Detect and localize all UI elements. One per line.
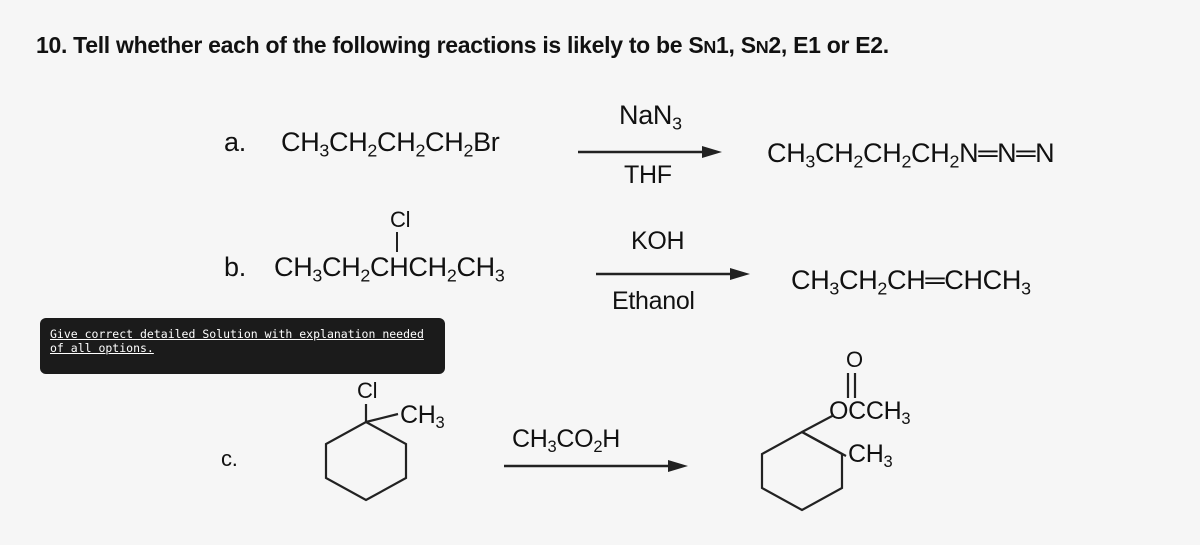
reaction-c-product-methyl: $CH_3$ — [848, 440, 893, 471]
question-number: 10. — [36, 32, 68, 58]
reaction-a-reactant: $CH_3CH_2CH_2CH_2Br$ — [281, 127, 500, 161]
reaction-c-reagent: $CH_3CO_2H$ — [512, 425, 620, 456]
reaction-c-methyl: $CH_3$ — [400, 401, 445, 432]
reaction-a-product: $CH_3CH_2CH_2CH_2N═N═N$ — [767, 138, 1055, 172]
overlay-note: Give correct detailed Solution with explanation needed of all options. — [40, 318, 445, 374]
question-text: 10. Tell whether each of the following reactions is likely to be SN1, SN2, E1 or E2. — [36, 32, 889, 58]
reaction-c-product-acetate: $OCCH_3$ — [829, 397, 911, 428]
reaction-b-solvent: Ethanol — [612, 287, 695, 315]
reaction-a-arrow — [578, 146, 722, 158]
reaction-b-product: $CH_3CH_2CH═CHCH_3$ — [791, 265, 1031, 299]
reaction-c-chloro: Cl — [357, 378, 378, 403]
reaction-c-product-ring — [762, 373, 855, 510]
reaction-b-reactant: $CH_3CH_2CHCH_2CH_3$ — [274, 252, 505, 286]
reaction-c-product-oxygen: O — [846, 347, 863, 372]
reaction-a-solvent: THF — [624, 161, 672, 189]
reaction-a-reagent: NaN$_3$ — [619, 100, 682, 134]
reaction-a-label: a. — [224, 127, 246, 157]
reaction-c-reactant-ring — [326, 404, 406, 500]
reaction-b-reagent: KOH — [631, 227, 685, 255]
reaction-c-arrow — [504, 460, 688, 472]
reaction-b-label: b. — [224, 252, 246, 282]
reaction-c-label: c. — [221, 446, 238, 471]
reaction-b-chloro: Cl — [390, 207, 411, 232]
reaction-b-arrow — [596, 268, 750, 280]
